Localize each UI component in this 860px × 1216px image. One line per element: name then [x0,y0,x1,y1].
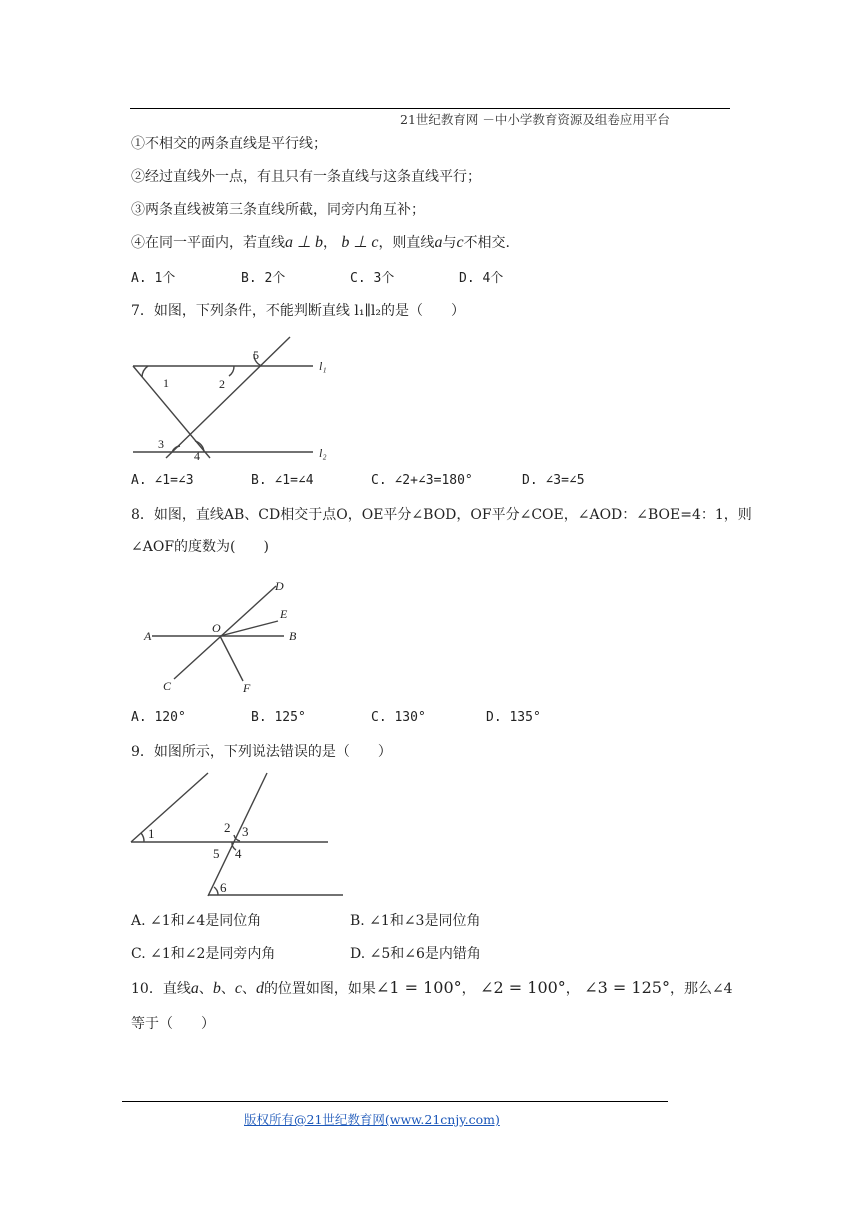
q9-option-d: D. ∠5和∠6是内错角 [350,946,481,962]
q8-label-c: C [163,679,172,693]
footer-copyright-link[interactable]: 版权所有@21世纪教育网(www.21cnjy.com) [244,1112,500,1127]
q8-label-o: O [212,621,221,635]
q10-mid: 的位置如图，如果 [263,981,376,997]
header-rule [130,108,730,109]
q6-option-b: B. 2个 [241,271,286,286]
q10-var-d: d [255,980,264,997]
q10-cond-2: ∠2 = 100° [480,978,566,997]
q7-figure [128,333,338,463]
q10-var-a: a [190,980,199,997]
q10-cond-3: ∠3 = 125° [584,978,670,997]
q6-statement-2: ②经过直线外一点，有且只有一条直线与这条直线平行； [131,169,481,185]
q9-label-4: 4 [235,846,242,861]
q8-ray-of [220,636,243,681]
q8-stem-line-2: ∠AOF的度数为( ) [131,539,269,555]
q9-figure [128,770,353,900]
q8-label-d: D [275,579,284,593]
q7-transversal-2 [166,337,290,458]
q7-label-l2: l₂ [319,446,327,460]
q8-label-e: E [280,607,288,621]
q8-option-b: B. 125° [251,710,306,725]
q7-label-2: 2 [219,377,225,391]
q6-option-d: D. 4个 [459,271,504,286]
q9-option-c: C. ∠1和∠2是同旁内角 [131,946,276,962]
q6-statement-3: ③两条直线被第三条直线所截，同旁内角互补； [131,202,425,218]
q10-comma-2: ， [565,981,580,997]
q7-arc-2 [229,366,234,376]
q7-transversal-1 [133,366,210,458]
q6-s4-mid2: ，则直线 [378,235,435,251]
q9-option-a: A. ∠1和∠4是同位角 [131,913,262,929]
q7-option-c: C. ∠2+∠3=180° [371,473,473,488]
q6-s4-post: 不相交. [463,235,510,251]
q8-option-a: A. 120° [131,710,186,725]
q8-option-c: C. 130° [371,710,426,725]
q6-s4-a: a [434,234,443,251]
q10-cond-1: ∠1 = 100° [375,978,462,997]
q10-comma-1: ， [461,981,476,997]
q10-var-b: b [212,980,221,997]
q8-figure [128,570,318,700]
q6-s4-expr1: a ⊥ b [285,234,323,251]
q9-arc-1 [141,833,144,842]
q6-option-a: A. 1个 [131,271,176,286]
q6-statement-1: ①不相交的两条直线是平行线； [131,136,327,152]
q8-stem-line-1: 8．如图，直线AB、CD相交于点O，OE平分∠BOD，OF平分∠COE，∠AOD：∠BOE=4：1，则 [131,507,752,523]
q7-stem: 7．如图，下列条件，不能判断直线 l₁∥l₂的是（ ） [131,303,466,319]
q9-label-3: 3 [242,824,249,839]
footer-rule [122,1101,668,1102]
q7-label-1: 1 [163,376,169,390]
header-text: 21世纪教育网 －中小学教育资源及组卷应用平台 [400,112,670,127]
q6-s4-mid1: ， [322,235,337,251]
q10-pre: 10．直线 [131,981,191,997]
q8-line-cd [174,586,276,679]
q8-label-a: A [144,629,152,643]
q6-s4-expr2: b ⊥ c [341,234,379,251]
q9-label-5: 5 [213,846,220,861]
q7-label-3: 3 [158,437,164,451]
q10-sep-1: 、 [198,981,213,997]
q6-s4-mid3: 与 [442,235,457,251]
q7-label-4: 4 [194,449,200,463]
q6-statement-4 [131,234,510,252]
q9-arc-6 [214,887,218,895]
q10-stem-line-1 [131,979,733,998]
q9-line-oblique-left [131,773,208,842]
q10-var-c: c [234,980,242,997]
q9-transversal [208,773,267,896]
q7-option-b: B. ∠1=∠4 [251,473,314,488]
q9-label-1: 1 [148,826,155,841]
q10-then: ，那么∠4 [669,981,733,997]
q6-s4-c: c [456,234,464,251]
q7-label-l1: l₁ [319,359,327,373]
q9-option-b: B. ∠1和∠3是同位角 [350,913,481,929]
q10-sep-2: 、 [220,981,235,997]
q10-sep-3: 、 [241,981,256,997]
q7-arc-1 [142,366,148,377]
q8-label-f: F [243,681,251,695]
q8-option-d: D. 135° [486,710,541,725]
q9-label-2: 2 [224,820,231,835]
q7-option-d: D. ∠3=∠5 [522,473,585,488]
q9-stem: 9．如图所示，下列说法错误的是（ ） [131,744,392,760]
q7-label-5: 5 [253,348,259,362]
q7-option-a: A. ∠1=∠3 [131,473,194,488]
q6-s4-pre: ④在同一平面内，若直线 [131,235,285,251]
q10-stem-line-2: 等于（ ） [131,1016,215,1032]
q6-option-c: C. 3个 [350,271,395,286]
q8-label-b: B [289,629,297,643]
q9-label-6: 6 [220,880,227,895]
